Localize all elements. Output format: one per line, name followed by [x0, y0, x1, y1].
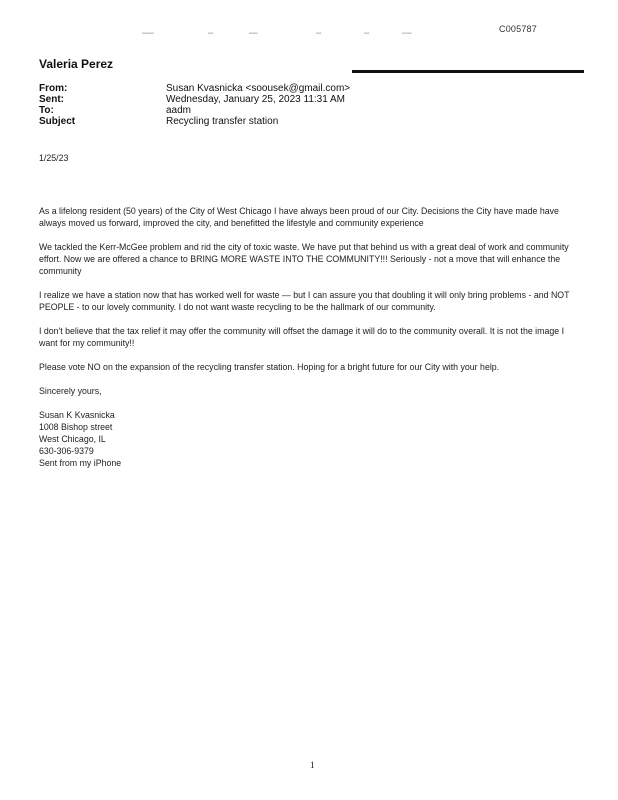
header-rule: [352, 70, 584, 73]
sent-value: Wednesday, January 25, 2023 11:31 AM: [166, 94, 346, 105]
to-value: aadm: [166, 105, 192, 116]
signature-city: West Chicago, IL: [39, 434, 106, 444]
subject-value: Recycling transfer station: [166, 116, 279, 127]
header-fax-strip: ▪▪▪▪▪▪▪▪▪▪▪ ▪▪▪▪▪ ▪▪▪▪▪▪▪▪ ▪▪▪▪▪ ▪▪▪▪▪ ▪▪▪▪▪▪▪▪▪: [142, 31, 412, 35]
sent-label: Sent:: [39, 94, 64, 105]
body-paragraph-2: We tackled the Kerr-McGee problem and rid the city of toxic waste. We have put that behind us with a great deal of work and community effort. Now we are offered a chance to BRING MORE WASTE INTO THE COMMUNITY!!! Seriously - not a move that will enhance the community: [39, 242, 569, 276]
body-paragraph-3: I realize we have a station now that has worked well for waste — but I can assure you that doubling it will only bring problems - and NOT PEOPLE - to our lovely community. I do not want waste recycling to be the hallmark of our community.: [39, 290, 570, 312]
from-value: Susan Kvasnicka <soousek@gmail.com>: [166, 83, 351, 94]
signature-device: Sent from my iPhone: [39, 458, 122, 468]
to-label: To:: [39, 105, 54, 116]
body-paragraph-4: I don't believe that the tax relief it may offer the community will offset the damage it will do to the community overall. It is not the image I want for my community!!: [39, 326, 565, 348]
from-row: [39, 83, 579, 94]
email-header: [39, 83, 579, 127]
page-number: 1: [310, 760, 315, 770]
sender-name: Valeria Perez: [39, 57, 114, 71]
bates-number: C005787: [499, 24, 537, 34]
sent-row: [39, 94, 579, 105]
body-paragraph-1: As a lifelong resident (50 years) of the City of West Chicago I have always been proud of our City. Decisions the City have made have always moved us forward, improved the city, and benefitted the lifestyle and community experience: [39, 206, 559, 228]
signature-name: Susan K Kvasnicka: [39, 410, 115, 420]
subject-row: [39, 116, 579, 127]
subject-label: Subject: [39, 116, 76, 127]
from-label: From:: [39, 83, 68, 94]
email-body: [39, 152, 584, 469]
signature-street: 1008 Bishop street: [39, 422, 113, 432]
signature-phone: 630-306-9379: [39, 446, 94, 456]
closing-line: Sincerely yours,: [39, 386, 102, 396]
body-paragraph-5: Please vote NO on the expansion of the recycling transfer station. Hoping for a bright future for our City with your help.: [39, 362, 500, 372]
to-row: [39, 105, 579, 116]
date-line: 1/25/23: [39, 153, 69, 163]
